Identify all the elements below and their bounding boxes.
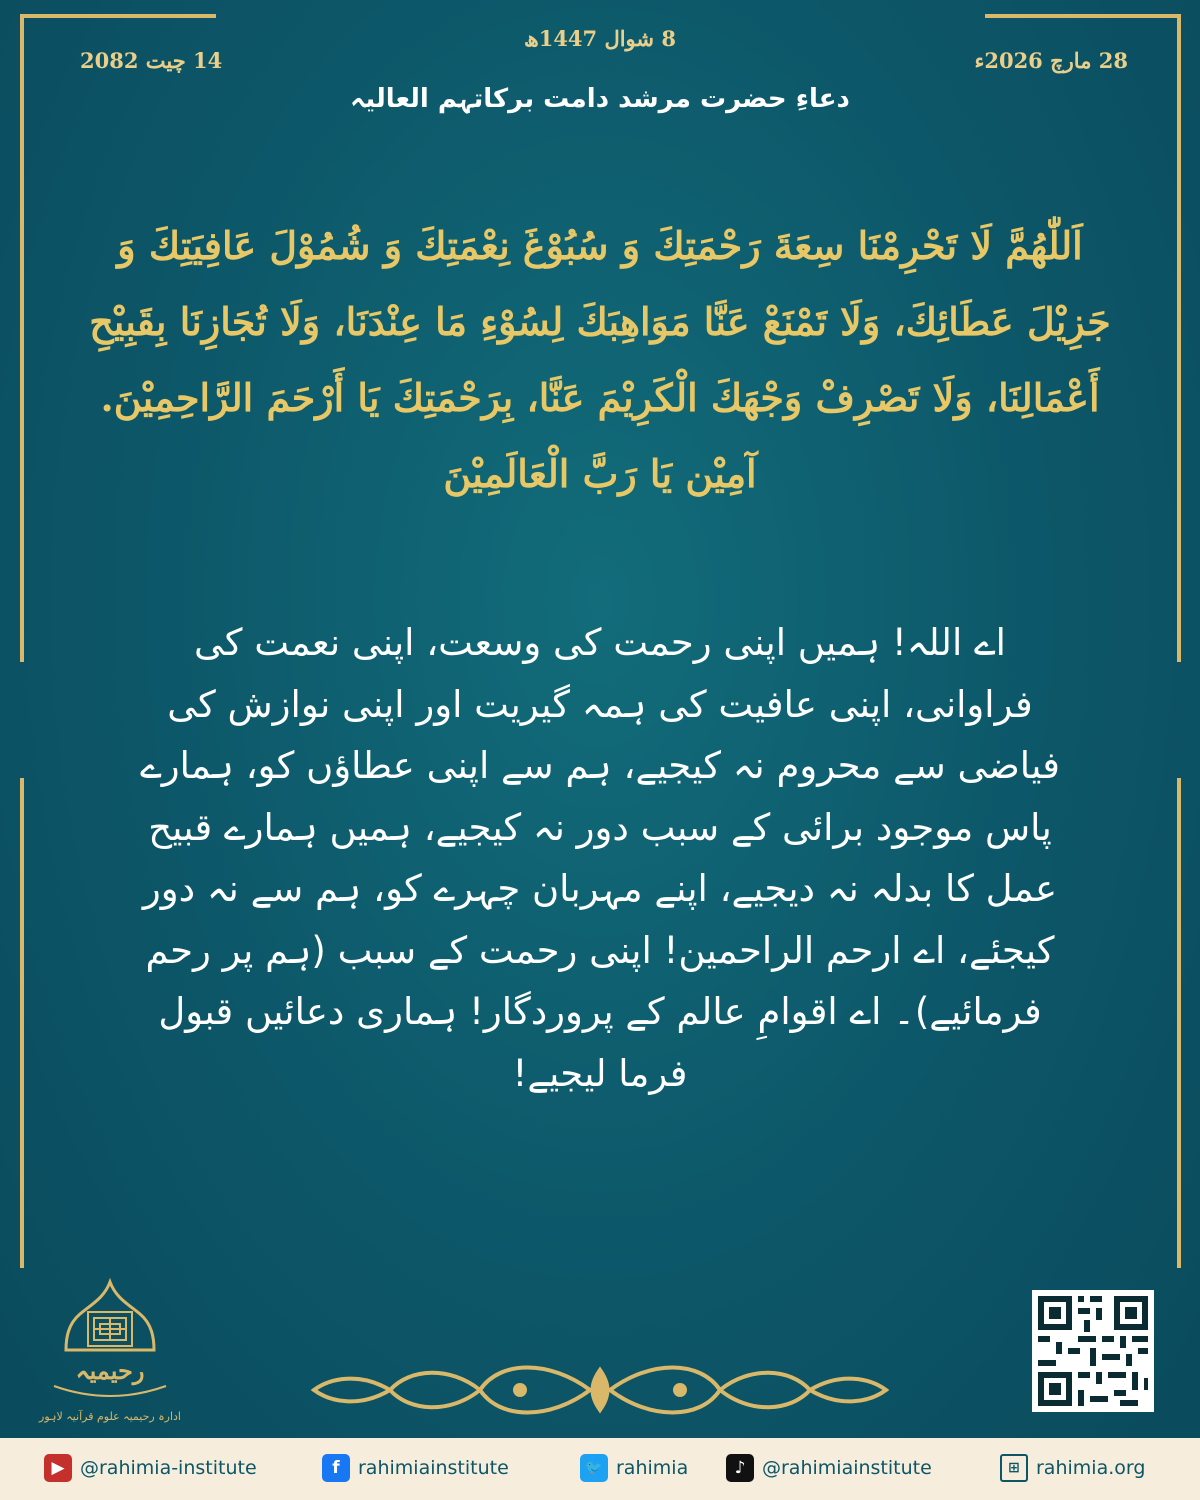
- urdu-translation: اے اللہ! ہمیں اپنی رحمت کی وسعت، اپنی نعمت کی فراوانی، اپنی عافیت کی ہمہ گیریت اور اپنی نوازش کی فیاضی سے محروم نہ کیجیے، ہم سے اپنی عطاؤں کو، ہمارے پاس موجود برائی کے سبب دور نہ کیجیے، ہمیں ہمارے قبیح عمل کا بدلہ نہ دیجیے، اپنے مہربان چہرے کو، ہم سے نہ دور کیجئے، اے ارحم الراحمین! اپنی رحمت کے سبب (ہم پر رحم فرمائیے)۔ اے اقوامِ عالم کے پروردگار! ہماری دعائیں قبول فرما لیجیے!: [140, 621, 1060, 1095]
- frame-top-right: [985, 14, 1181, 18]
- qr-code-icon[interactable]: [1032, 1290, 1154, 1412]
- bikrami-date: 14 چیت 2082: [80, 48, 223, 73]
- social-facebook[interactable]: [322, 1452, 509, 1484]
- frame-left-lower: [20, 778, 24, 1268]
- social-tiktok[interactable]: [726, 1452, 932, 1484]
- twitter-icon: 🐦: [580, 1454, 608, 1482]
- frame-top-left: [20, 14, 216, 18]
- youtube-icon: ▶: [44, 1454, 72, 1482]
- tiktok-icon: ♪: [726, 1454, 754, 1482]
- youtube-handle[interactable]: @rahimia-institute: [80, 1457, 257, 1479]
- social-website[interactable]: [1000, 1452, 1145, 1484]
- website-icon: ⊞: [1000, 1454, 1028, 1482]
- page-title: دعاءِ حضرت مرشد دامت برکاتہم العالیہ: [350, 84, 850, 114]
- tiktok-handle[interactable]: @rahimiainstitute: [762, 1457, 932, 1479]
- frame-right-lower: [1177, 778, 1181, 1268]
- hijri-date: 8 شوال 1447ھ: [524, 26, 676, 51]
- ornament-divider-icon: [300, 1350, 900, 1430]
- arabic-dua: اَللّٰهُمَّ لَا تَحْرِمْنَا سِعَةَ رَحْمَتِكَ وَ سُبُوْغَ نِعْمَتِكَ وَ شُمُوْلَ عَافِيَتِكَ وَ جَزِيْلَ عَطَائِكَ، وَلَا تَمْنَعْ عَنَّا مَوَاهِبَكَ لِسُوْءِ مَا عِنْدَنَا، وَلَا تُجَازِنَا بِقَبِيْحِ أَعْمَالِنَا، وَلَا تَصْرِفْ وَجْهَكَ الْكَرِيْمَ عَنَّا، بِرَحْمَتِكَ يَا أَرْحَمَ الرَّاحِمِيْنَ. آمِيْن يَا رَبَّ الْعَالَمِيْنَ: [89, 223, 1111, 496]
- gregorian-date: 28 مارچ 2026ء: [974, 48, 1128, 73]
- social-twitter[interactable]: [580, 1452, 688, 1484]
- facebook-icon: f: [322, 1454, 350, 1482]
- logo-subtitle: ادارہ رحیمیہ علوم قرآنیہ لاہور: [39, 1410, 181, 1423]
- facebook-handle[interactable]: rahimiainstitute: [358, 1457, 509, 1479]
- website-handle[interactable]: rahimia.org: [1036, 1457, 1146, 1479]
- logo-name: رحیمیہ: [75, 1356, 145, 1385]
- twitter-handle[interactable]: rahimia: [616, 1457, 689, 1479]
- social-youtube[interactable]: [44, 1452, 257, 1484]
